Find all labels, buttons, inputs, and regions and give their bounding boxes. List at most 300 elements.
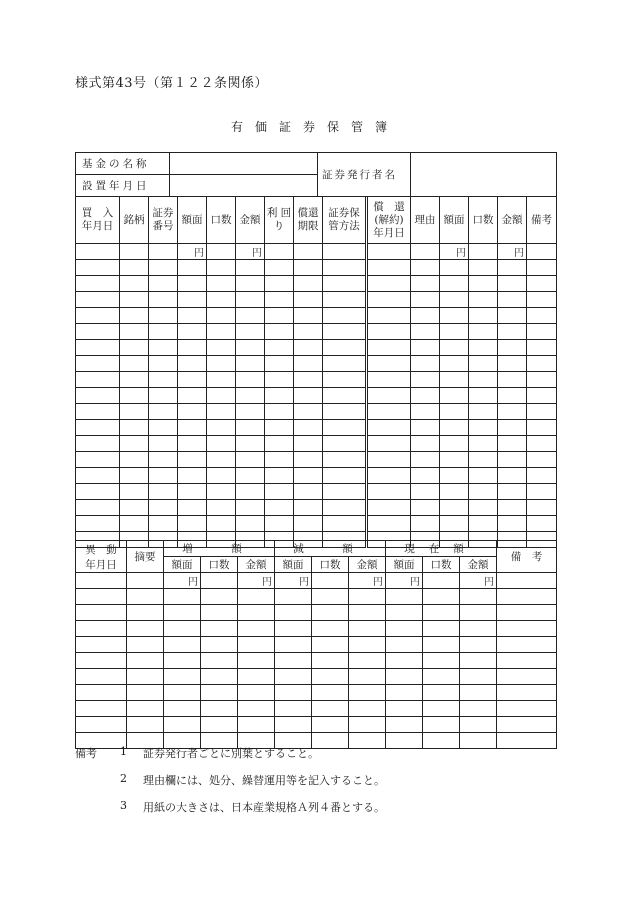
ledger-cell[interactable] <box>469 292 498 308</box>
ledger-cell[interactable] <box>294 244 323 260</box>
movement-cell[interactable] <box>76 717 127 733</box>
ledger-cell[interactable] <box>178 308 207 324</box>
movement-cell[interactable] <box>312 605 349 621</box>
ledger-cell[interactable] <box>367 260 411 276</box>
ledger-cell[interactable] <box>236 388 265 404</box>
ledger-cell[interactable] <box>265 356 294 372</box>
movement-cell[interactable] <box>349 669 386 685</box>
ledger-cell[interactable] <box>207 244 236 260</box>
ledger-cell[interactable] <box>294 468 323 484</box>
ledger-cell[interactable] <box>265 276 294 292</box>
ledger-cell[interactable] <box>323 308 367 324</box>
ledger-cell[interactable] <box>207 484 236 500</box>
ledger-cell[interactable] <box>120 260 149 276</box>
ledger-cell[interactable] <box>265 292 294 308</box>
ledger-cell[interactable] <box>440 356 469 372</box>
movement-cell[interactable] <box>423 589 460 605</box>
movement-cell[interactable] <box>460 717 497 733</box>
ledger-cell[interactable] <box>440 468 469 484</box>
movement-cell[interactable] <box>76 669 127 685</box>
movement-cell[interactable] <box>423 717 460 733</box>
ledger-cell[interactable] <box>294 436 323 452</box>
ledger-cell[interactable] <box>498 292 527 308</box>
movement-cell[interactable] <box>201 621 238 637</box>
ledger-cell[interactable] <box>469 420 498 436</box>
ledger-cell[interactable] <box>294 372 323 388</box>
ledger-cell[interactable] <box>440 372 469 388</box>
ledger-cell[interactable] <box>120 356 149 372</box>
ledger-cell[interactable] <box>498 452 527 468</box>
ledger-cell[interactable] <box>149 452 178 468</box>
ledger-cell[interactable] <box>469 468 498 484</box>
ledger-cell[interactable] <box>323 324 367 340</box>
ledger-cell[interactable] <box>367 276 411 292</box>
ledger-cell[interactable] <box>294 260 323 276</box>
ledger-cell[interactable] <box>236 468 265 484</box>
ledger-cell[interactable] <box>367 452 411 468</box>
ledger-cell[interactable] <box>149 356 178 372</box>
ledger-cell[interactable] <box>207 260 236 276</box>
ledger-cell[interactable] <box>411 308 440 324</box>
ledger-cell[interactable] <box>236 340 265 356</box>
ledger-cell[interactable] <box>120 388 149 404</box>
ledger-cell[interactable] <box>120 420 149 436</box>
ledger-cell[interactable] <box>323 292 367 308</box>
ledger-cell[interactable] <box>323 388 367 404</box>
movement-cell[interactable] <box>497 717 557 733</box>
movement-cell[interactable] <box>164 621 201 637</box>
ledger-cell[interactable] <box>367 516 411 532</box>
movement-cell[interactable] <box>423 605 460 621</box>
movement-cell[interactable] <box>201 701 238 717</box>
movement-cell[interactable] <box>423 669 460 685</box>
ledger-cell[interactable] <box>440 308 469 324</box>
ledger-cell[interactable] <box>76 468 120 484</box>
ledger-cell[interactable] <box>294 404 323 420</box>
movement-cell[interactable] <box>238 669 275 685</box>
ledger-cell[interactable] <box>178 356 207 372</box>
ledger-cell[interactable] <box>411 404 440 420</box>
ledger-cell[interactable] <box>149 388 178 404</box>
ledger-cell[interactable] <box>367 292 411 308</box>
movement-cell[interactable] <box>275 637 312 653</box>
ledger-cell[interactable] <box>236 436 265 452</box>
ledger-cell[interactable] <box>411 452 440 468</box>
ledger-cell[interactable] <box>469 484 498 500</box>
movement-cell[interactable] <box>497 589 557 605</box>
ledger-cell[interactable] <box>207 292 236 308</box>
ledger-cell[interactable] <box>323 372 367 388</box>
ledger-cell[interactable] <box>469 276 498 292</box>
movement-cell[interactable] <box>76 573 127 589</box>
ledger-cell[interactable] <box>367 420 411 436</box>
ledger-cell[interactable] <box>178 260 207 276</box>
ledger-cell[interactable] <box>294 308 323 324</box>
movement-cell[interactable] <box>349 653 386 669</box>
ledger-cell[interactable] <box>411 420 440 436</box>
movement-cell[interactable] <box>164 685 201 701</box>
ledger-cell[interactable] <box>498 468 527 484</box>
ledger-cell[interactable] <box>294 484 323 500</box>
ledger-cell[interactable] <box>440 484 469 500</box>
ledger-cell[interactable] <box>236 484 265 500</box>
ledger-cell[interactable] <box>236 276 265 292</box>
ledger-cell[interactable] <box>294 516 323 532</box>
movement-cell[interactable] <box>349 685 386 701</box>
ledger-cell[interactable] <box>440 276 469 292</box>
ledger-cell[interactable] <box>498 260 527 276</box>
movement-cell[interactable] <box>386 621 423 637</box>
ledger-cell[interactable] <box>236 372 265 388</box>
ledger-cell[interactable] <box>323 276 367 292</box>
ledger-cell[interactable] <box>149 420 178 436</box>
ledger-cell[interactable] <box>367 244 411 260</box>
ledger-cell[interactable] <box>440 500 469 516</box>
ledger-cell[interactable] <box>76 420 120 436</box>
ledger-cell[interactable] <box>149 468 178 484</box>
ledger-cell[interactable] <box>498 484 527 500</box>
movement-cell[interactable] <box>460 621 497 637</box>
ledger-cell[interactable] <box>469 388 498 404</box>
ledger-cell[interactable] <box>236 452 265 468</box>
ledger-cell[interactable] <box>76 324 120 340</box>
ledger-cell[interactable] <box>178 276 207 292</box>
movement-cell[interactable] <box>164 589 201 605</box>
movement-cell[interactable] <box>164 653 201 669</box>
ledger-cell[interactable] <box>178 484 207 500</box>
movement-cell[interactable] <box>201 589 238 605</box>
movement-cell[interactable] <box>460 605 497 621</box>
movement-cell[interactable] <box>497 573 557 589</box>
movement-cell[interactable] <box>349 621 386 637</box>
ledger-cell[interactable] <box>527 404 557 420</box>
movement-cell[interactable] <box>497 685 557 701</box>
movement-cell[interactable] <box>238 653 275 669</box>
movement-cell[interactable] <box>76 653 127 669</box>
ledger-cell[interactable] <box>440 324 469 340</box>
movement-cell[interactable] <box>423 653 460 669</box>
ledger-cell[interactable] <box>323 452 367 468</box>
ledger-cell[interactable] <box>120 500 149 516</box>
ledger-cell[interactable] <box>367 356 411 372</box>
movement-cell[interactable] <box>127 589 164 605</box>
ledger-cell[interactable] <box>527 372 557 388</box>
ledger-cell[interactable] <box>120 484 149 500</box>
ledger-cell[interactable] <box>265 516 294 532</box>
ledger-cell[interactable] <box>265 308 294 324</box>
movement-cell[interactable] <box>386 685 423 701</box>
ledger-cell[interactable] <box>178 420 207 436</box>
ledger-cell[interactable] <box>323 404 367 420</box>
ledger-cell[interactable] <box>294 276 323 292</box>
ledger-cell[interactable] <box>527 452 557 468</box>
movement-cell[interactable] <box>127 653 164 669</box>
ledger-cell[interactable] <box>207 500 236 516</box>
ledger-cell[interactable] <box>149 436 178 452</box>
movement-cell[interactable] <box>164 717 201 733</box>
ledger-cell[interactable] <box>149 260 178 276</box>
movement-cell[interactable] <box>386 589 423 605</box>
ledger-cell[interactable] <box>149 484 178 500</box>
ledger-cell[interactable] <box>76 292 120 308</box>
ledger-cell[interactable] <box>411 468 440 484</box>
ledger-cell[interactable] <box>469 500 498 516</box>
movement-cell[interactable] <box>312 653 349 669</box>
movement-cell[interactable] <box>460 589 497 605</box>
ledger-cell[interactable] <box>527 308 557 324</box>
ledger-cell[interactable] <box>149 500 178 516</box>
movement-cell[interactable] <box>76 605 127 621</box>
ledger-cell[interactable] <box>411 500 440 516</box>
ledger-cell[interactable] <box>498 516 527 532</box>
ledger-cell[interactable] <box>207 388 236 404</box>
movement-cell[interactable] <box>497 733 557 749</box>
ledger-cell[interactable] <box>367 436 411 452</box>
ledger-cell[interactable] <box>323 420 367 436</box>
ledger-cell[interactable] <box>527 340 557 356</box>
ledger-cell[interactable] <box>120 372 149 388</box>
movement-cell[interactable] <box>275 669 312 685</box>
ledger-cell[interactable] <box>367 468 411 484</box>
ledger-cell[interactable] <box>265 260 294 276</box>
ledger-cell[interactable] <box>265 404 294 420</box>
ledger-cell[interactable] <box>294 340 323 356</box>
ledger-cell[interactable] <box>76 452 120 468</box>
ledger-cell[interactable] <box>236 404 265 420</box>
movement-cell[interactable] <box>312 669 349 685</box>
movement-cell[interactable] <box>386 701 423 717</box>
movement-cell[interactable] <box>460 733 497 749</box>
ledger-cell[interactable] <box>236 308 265 324</box>
ledger-cell[interactable] <box>440 292 469 308</box>
ledger-cell[interactable] <box>498 404 527 420</box>
ledger-cell[interactable] <box>323 500 367 516</box>
ledger-cell[interactable] <box>440 404 469 420</box>
ledger-cell[interactable] <box>440 260 469 276</box>
movement-cell[interactable] <box>238 685 275 701</box>
movement-cell[interactable] <box>127 621 164 637</box>
ledger-cell[interactable] <box>76 388 120 404</box>
ledger-cell[interactable] <box>76 340 120 356</box>
movement-cell[interactable] <box>312 717 349 733</box>
ledger-cell[interactable] <box>469 356 498 372</box>
ledger-cell[interactable] <box>120 308 149 324</box>
ledger-cell[interactable] <box>527 356 557 372</box>
ledger-cell[interactable] <box>236 420 265 436</box>
movement-cell[interactable] <box>275 701 312 717</box>
movement-cell[interactable] <box>127 701 164 717</box>
movement-cell[interactable] <box>201 685 238 701</box>
ledger-cell[interactable] <box>411 244 440 260</box>
ledger-cell[interactable] <box>367 324 411 340</box>
ledger-cell[interactable] <box>498 420 527 436</box>
ledger-cell[interactable] <box>498 308 527 324</box>
ledger-cell[interactable] <box>440 516 469 532</box>
ledger-cell[interactable] <box>76 404 120 420</box>
ledger-cell[interactable] <box>294 292 323 308</box>
movement-cell[interactable] <box>238 701 275 717</box>
ledger-cell[interactable] <box>294 500 323 516</box>
ledger-cell[interactable] <box>440 388 469 404</box>
ledger-cell[interactable] <box>440 452 469 468</box>
ledger-cell[interactable] <box>469 324 498 340</box>
ledger-cell[interactable] <box>323 484 367 500</box>
ledger-cell[interactable] <box>265 420 294 436</box>
ledger-cell[interactable] <box>469 308 498 324</box>
ledger-cell[interactable] <box>498 436 527 452</box>
movement-cell[interactable] <box>312 573 349 589</box>
movement-cell[interactable] <box>201 653 238 669</box>
movement-cell[interactable] <box>164 701 201 717</box>
ledger-cell[interactable] <box>411 356 440 372</box>
ledger-cell[interactable] <box>411 340 440 356</box>
ledger-cell[interactable] <box>469 260 498 276</box>
movement-cell[interactable] <box>423 685 460 701</box>
ledger-cell[interactable] <box>265 484 294 500</box>
ledger-cell[interactable] <box>149 372 178 388</box>
movement-cell[interactable] <box>164 669 201 685</box>
ledger-cell[interactable] <box>120 340 149 356</box>
movement-cell[interactable] <box>312 701 349 717</box>
ledger-cell[interactable] <box>498 372 527 388</box>
movement-cell[interactable] <box>386 733 423 749</box>
ledger-cell[interactable] <box>469 452 498 468</box>
ledger-cell[interactable] <box>76 276 120 292</box>
ledger-cell[interactable] <box>207 468 236 484</box>
ledger-cell[interactable] <box>76 356 120 372</box>
ledger-cell[interactable] <box>411 372 440 388</box>
ledger-cell[interactable] <box>120 452 149 468</box>
ledger-cell[interactable] <box>265 468 294 484</box>
ledger-cell[interactable] <box>120 436 149 452</box>
ledger-cell[interactable] <box>149 404 178 420</box>
ledger-cell[interactable] <box>178 372 207 388</box>
movement-cell[interactable] <box>164 637 201 653</box>
ledger-cell[interactable] <box>411 260 440 276</box>
ledger-cell[interactable] <box>527 388 557 404</box>
ledger-cell[interactable] <box>178 404 207 420</box>
movement-cell[interactable] <box>238 605 275 621</box>
ledger-cell[interactable] <box>76 260 120 276</box>
ledger-cell[interactable] <box>149 292 178 308</box>
ledger-cell[interactable] <box>469 436 498 452</box>
established-field[interactable] <box>170 175 318 197</box>
movement-cell[interactable] <box>349 717 386 733</box>
movement-cell[interactable] <box>497 669 557 685</box>
ledger-cell[interactable] <box>207 420 236 436</box>
movement-cell[interactable] <box>76 589 127 605</box>
ledger-cell[interactable] <box>469 340 498 356</box>
ledger-cell[interactable] <box>367 340 411 356</box>
movement-cell[interactable] <box>238 621 275 637</box>
ledger-cell[interactable] <box>120 276 149 292</box>
movement-cell[interactable] <box>127 573 164 589</box>
ledger-cell[interactable] <box>527 436 557 452</box>
ledger-cell[interactable] <box>178 500 207 516</box>
ledger-cell[interactable] <box>469 516 498 532</box>
ledger-cell[interactable] <box>294 388 323 404</box>
ledger-cell[interactable] <box>120 292 149 308</box>
movement-cell[interactable] <box>201 573 238 589</box>
ledger-cell[interactable] <box>149 244 178 260</box>
movement-cell[interactable] <box>423 573 460 589</box>
ledger-cell[interactable] <box>178 516 207 532</box>
movement-cell[interactable] <box>275 653 312 669</box>
movement-cell[interactable] <box>386 637 423 653</box>
movement-cell[interactable] <box>275 605 312 621</box>
ledger-cell[interactable] <box>207 372 236 388</box>
ledger-cell[interactable] <box>367 372 411 388</box>
ledger-cell[interactable] <box>527 292 557 308</box>
movement-cell[interactable] <box>423 637 460 653</box>
ledger-cell[interactable] <box>367 404 411 420</box>
movement-cell[interactable] <box>386 605 423 621</box>
movement-cell[interactable] <box>497 605 557 621</box>
ledger-cell[interactable] <box>236 356 265 372</box>
movement-cell[interactable] <box>201 605 238 621</box>
ledger-cell[interactable] <box>265 500 294 516</box>
issuer-field[interactable] <box>411 153 557 197</box>
ledger-cell[interactable] <box>411 516 440 532</box>
ledger-cell[interactable] <box>411 388 440 404</box>
ledger-cell[interactable] <box>498 324 527 340</box>
movement-cell[interactable] <box>76 685 127 701</box>
ledger-cell[interactable] <box>149 340 178 356</box>
movement-cell[interactable] <box>312 621 349 637</box>
movement-cell[interactable] <box>349 701 386 717</box>
movement-cell[interactable] <box>127 637 164 653</box>
ledger-cell[interactable] <box>207 404 236 420</box>
ledger-cell[interactable] <box>265 436 294 452</box>
movement-cell[interactable] <box>386 653 423 669</box>
movement-cell[interactable] <box>201 669 238 685</box>
ledger-cell[interactable] <box>265 340 294 356</box>
ledger-cell[interactable] <box>527 420 557 436</box>
ledger-cell[interactable] <box>76 500 120 516</box>
ledger-cell[interactable] <box>411 324 440 340</box>
ledger-cell[interactable] <box>236 324 265 340</box>
movement-cell[interactable] <box>312 637 349 653</box>
ledger-cell[interactable] <box>120 324 149 340</box>
ledger-cell[interactable] <box>207 356 236 372</box>
ledger-cell[interactable] <box>527 276 557 292</box>
ledger-cell[interactable] <box>294 324 323 340</box>
ledger-cell[interactable] <box>120 468 149 484</box>
movement-cell[interactable] <box>201 637 238 653</box>
ledger-cell[interactable] <box>527 244 557 260</box>
ledger-cell[interactable] <box>236 260 265 276</box>
ledger-cell[interactable] <box>207 308 236 324</box>
movement-cell[interactable] <box>127 717 164 733</box>
movement-cell[interactable] <box>312 685 349 701</box>
movement-cell[interactable] <box>164 605 201 621</box>
ledger-cell[interactable] <box>76 372 120 388</box>
ledger-cell[interactable] <box>323 260 367 276</box>
ledger-cell[interactable] <box>149 276 178 292</box>
movement-cell[interactable] <box>349 589 386 605</box>
movement-cell[interactable] <box>386 669 423 685</box>
movement-cell[interactable] <box>423 701 460 717</box>
ledger-cell[interactable] <box>323 468 367 484</box>
ledger-cell[interactable] <box>236 500 265 516</box>
ledger-cell[interactable] <box>323 356 367 372</box>
movement-cell[interactable] <box>275 589 312 605</box>
ledger-cell[interactable] <box>323 436 367 452</box>
movement-cell[interactable] <box>275 621 312 637</box>
movement-cell[interactable] <box>127 685 164 701</box>
ledger-cell[interactable] <box>265 324 294 340</box>
movement-cell[interactable] <box>76 621 127 637</box>
